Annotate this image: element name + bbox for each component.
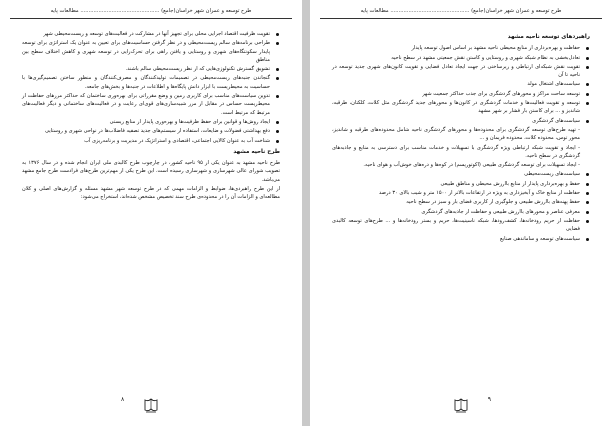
page-body: [22, 30, 280, 203]
list-item: تقویت نقش شبکه‌ای ارتباطی و زیرساختی در جهت ایجاد تعادل فضایی و تقویت کانون‌های شهری جدید توسعه در ناحیه تا آن: [332, 63, 590, 80]
list-item: طراحی برنامه‌های سالم زیست‌محیطی و در نظر گرفتن حساسیت‌های برای تعیین به عنوان یک استراتژی برای توسعه پایدار سکونتگاه‌های شهری و روستایی و یافتن راهی برای تحرک‌زایی در توسعه شهری و کاهش اختلاف سطح بین مناطق: [22, 39, 280, 64]
page-number: ۸: [121, 396, 125, 403]
list-item: سیاست‌های توسعه و ساماندهی صنایع: [332, 235, 590, 243]
book-ornament-icon: [453, 398, 469, 414]
page-header: طرح توسعه و عمران شهر خراسان(جامع) ................................................ مطالعات پایه: [360, 8, 562, 14]
list-item: حفاظت از منابع خاک و آبخیزداری به ویژه در ارتفاعات بالاتر از ۱۵۰۰ متر و شیب بالای ۳۰ درصد: [332, 189, 590, 197]
list-item: - تهیه طرح‌های توسعه گردشگری برای محدوده‌ها و محورهای گردشگری ناحیه شامل محدوده‌های طرقبه و شاندیز، محور توس، محدوده کلات، محدوده فریمان و ...: [332, 126, 580, 142]
header-divider: [10, 18, 292, 19]
page-body: [332, 30, 590, 244]
list-item: معرفی عناصر و محورهای باارزش طبیعی و حفاظت از جاذبه‌های گردشگری: [332, 208, 590, 216]
page-title: راهبردهای توسعه ناحیه مشهد: [507, 34, 590, 40]
list-item: حفاظت و بهره‌برداری از منابع محیطی ناحیه مشهد بر اساس اصول توسعه پایدار: [332, 44, 590, 52]
right-page: [310, 0, 612, 426]
list-item: حفظ پهنه‌های باارزش طبیعی و جلوگیری از کاربری فضای باز و سبز در سطح ناحیه: [332, 198, 590, 206]
header-divider: [320, 18, 602, 19]
list-item: گنجاندن جنبه‌های زیست‌محیطی در تصمیمات تولیدکنندگان و مصرف‌کنندگان و منظور ساختن تصمیم‌گیری‌ها با حساسیت به محیط‌زیست با ابزار دانش پایگاه‌ها و اطلاعات در جنبه‌ها و بخش‌های جامعه.: [22, 74, 280, 91]
list-item: سیاست‌های اشتغال مولد: [332, 80, 590, 88]
list-item: شناخت آب به عنوان کالایی اجتماعی، اقتصادی و استراتژیک در مدیریت و برنامه‌ریزی آب: [22, 137, 280, 145]
left-page: [0, 0, 302, 426]
list-item: - ایجاد و تقویت شبکه ارتباطی ویژه گردشگری با تسهیلات و خدمات مناسب برای دسترسی به منابع و جاذبه‌های گردشگری در سطح ناحیه.: [332, 144, 580, 159]
list-item: تعادل‌بخشی به نظام شبکه شهری و روستایی و کاستن نقش جمعیتی مشهد در سطح ناحیه: [332, 54, 590, 62]
list-item: سیاست‌های زیست‌محیطی: [332, 170, 590, 178]
list-item: توسعه و تقویت فعالیت‌ها و خدمات گردشگری در کانون‌ها و محورهای جدید گردشگری مثل کلات، کلکتان، طرقبه، شاندیز و ... برای کاستن بار فشار بر شهر مشهد: [332, 99, 590, 116]
page-header: طرح توسعه و عمران شهر خراسان(جامع) ................................................ مطالعات پایه: [50, 8, 252, 14]
list-item: تدوین سیاست‌های مناسب برای کاربری زمین و وضع مقرراتی برای بهره‌وری ساختمان که حداکثر مرزهای حفاظت از محیط‌زیست حساس در مقابل از مرز شبیه‌سازی‌های قوی‌ای رعایت و در فعالیت‌های ساختمانی و دیگر فعالیت‌های مرتبط که مرتبط است.: [22, 92, 280, 117]
list-item: تقویت ظرفیت اقتصاد اجرایی محلی برای تجهیز آنها در مشارکت در فعالیت‌های توسعه و زیست‌محیطی شهر: [22, 30, 280, 38]
list-item: دفع بهداشتی فضولات و ضایعات، استفاده از سیستم‌های جدید تصفیه فاضلاب‌ها در نواحی شهری و روستایی: [22, 127, 280, 135]
page-footer: [121, 396, 181, 418]
book-ornament-icon: [143, 398, 159, 414]
list-item: حفاظت از حریم رودخانه‌ها، کشف‌رودها، شبکه ناسینیت‌ها، حریم و بستر رودخانه‌ها و ... طرح‌های توسعه کالبدی فضایی: [332, 217, 590, 234]
paragraph: طرح ناحیه مشهد به عنوان یکی از ۹۵ ناحیه کشور، در چارچوب طرح کالبدی ملی ایران انجام شده و در سال ۱۳۷۶ به تصویب شورای عالی شهرسازی و شهرسازی رسیده است. این طرح یکی از مهم‌ترین طرح‌های فرادست طرح جامع مشهد می‌باشد.: [22, 160, 281, 183]
list-item: ایجاد روش‌ها و قوانین برای حفظ ظرفیت‌ها و بهره‌وری پایدار از منابع زیستی: [22, 118, 280, 126]
list-item: - ایجاد تسهیلات برای توسعه گردشگری طبیعی (اکوتوریسم) در کوه‌ها و دره‌های خوش‌آب و هوای ناحیه.: [363, 162, 580, 169]
paragraph: از این طرح راهبردی‌ها، ضوابط و الزامات مهمی که در طرح توسعه شهر مشهد مسئله و گزارش‌های اصلی و کلان مطالعه‌ای و الزامات آن را در محدوده‌ی طرح سند تخصیص مشخص شده‌اند، استخراج می‌شود:: [22, 186, 280, 201]
page-footer: [431, 396, 491, 418]
list-item: توسعه ساحت مراکز و محورهای گردشگری برای جذب حداکثر جمعیت شهر: [332, 90, 590, 98]
list-item: حفظ و بهره‌برداری پایدار از منابع باارزش محیطی و مناطق طبیعی: [332, 180, 590, 188]
list-item: تشویق گسترش تکنولوژی‌هایی که از نظر زیست‌محیطی سالم باشند.: [22, 65, 280, 73]
list-item: سیاست‌های گردشگری: [332, 117, 590, 125]
section-title: طرح ناحیه مشهد: [233, 148, 280, 155]
page-number: ۹: [487, 396, 491, 403]
